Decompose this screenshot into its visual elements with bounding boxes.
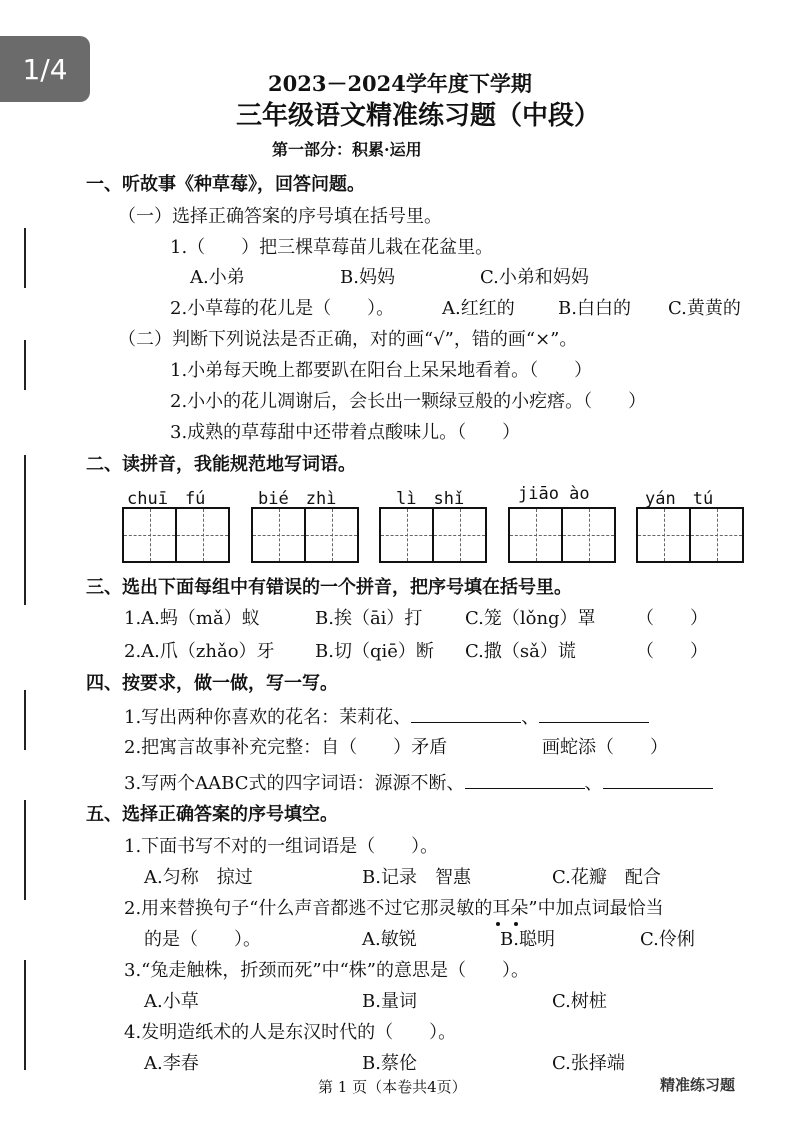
pinyin-label: lì shǐ bbox=[396, 489, 465, 509]
question-text: 2.用来替换句子“什么声音都逃不过它那灵敏的耳朵”中加点词最恰当 bbox=[124, 898, 664, 919]
writing-grid[interactable] bbox=[251, 507, 359, 563]
answer-option: A.敏锐 bbox=[362, 929, 417, 950]
answer-parentheses[interactable]: （ ） bbox=[636, 608, 708, 629]
answer-option: C.黄黄的 bbox=[668, 298, 741, 319]
writing-grid[interactable] bbox=[379, 507, 487, 563]
binding-margin-line bbox=[24, 455, 26, 605]
question-text bbox=[124, 770, 713, 796]
school-year-heading: 2023－2024学年度下学期 bbox=[268, 71, 532, 96]
page-footer: 第 1 页（本卷共4页） bbox=[318, 1078, 467, 1096]
separator: 、 bbox=[521, 707, 540, 728]
pinyin-option: 2.A.爪（zhǎo）牙 bbox=[124, 641, 275, 662]
emphasis-dot bbox=[514, 922, 518, 926]
answer-blank[interactable] bbox=[465, 770, 585, 789]
binding-margin-line bbox=[24, 340, 26, 390]
section-1-sub-2: （二）判断下列说法是否正确，对的画“√”，错的画“×”。 bbox=[118, 329, 578, 350]
section-4-heading: 四、按要求，做一做，写一写。 bbox=[86, 673, 338, 694]
section-1-heading: 一、听故事《种草莓》，回答问题。 bbox=[86, 174, 365, 195]
answer-option: C.伶俐 bbox=[640, 929, 695, 950]
pinyin-label: jiāo ào bbox=[518, 484, 590, 504]
answer-option: B.量词 bbox=[362, 991, 417, 1012]
answer-option: A.红红的 bbox=[442, 298, 515, 319]
writing-grid[interactable] bbox=[508, 507, 616, 563]
pinyin-label: chuī fú bbox=[127, 489, 206, 509]
question-text: 1.（ ）把三棵草莓苗儿栽在花盆里。 bbox=[170, 237, 494, 258]
question-text bbox=[124, 704, 649, 730]
question-prompt: 1.写出两种你喜欢的花名：茉莉花、 bbox=[124, 707, 412, 728]
judge-item: 3.成熟的草莓甜中还带着点酸味儿。（ ） bbox=[170, 422, 521, 443]
answer-option: A.小弟 bbox=[190, 267, 245, 288]
binding-margin-line bbox=[24, 800, 26, 900]
answer-option: B.白白的 bbox=[558, 298, 631, 319]
section-1-sub-1: （一）选择正确答案的序号填在括号里。 bbox=[118, 206, 442, 227]
pinyin-option: C.撒（sǎ）谎 bbox=[465, 641, 576, 662]
binding-margin-line bbox=[24, 690, 26, 750]
part-heading: 第一部分：积累·运用 bbox=[272, 140, 422, 159]
section-5-heading: 五、选择正确答案的序号填空。 bbox=[86, 804, 338, 825]
pinyin-option: B.切（qiē）断 bbox=[315, 641, 434, 662]
answer-option: C.小弟和妈妈 bbox=[480, 267, 589, 288]
question-text: 画蛇添（ ） bbox=[542, 737, 668, 758]
answer-option: C.花瓣 配合 bbox=[552, 867, 661, 888]
answer-blank[interactable] bbox=[411, 704, 521, 723]
question-text: 1.下面书写不对的一组词语是（ ）。 bbox=[124, 836, 439, 857]
pinyin-option: 1.A.蚂（mǎ）蚁 bbox=[124, 608, 260, 629]
answer-option: A.小草 bbox=[144, 991, 199, 1012]
question-text: 2.小草莓的花儿是（ ）。 bbox=[170, 298, 395, 319]
answer-option: A.李春 bbox=[144, 1053, 199, 1074]
question-text: 3.“兔走触株，折颈而死”中“株”的意思是（ ）。 bbox=[124, 960, 529, 981]
pinyin-option: B.挨（āi）打 bbox=[315, 608, 423, 629]
writing-grid[interactable] bbox=[122, 507, 230, 563]
binding-margin-line bbox=[24, 960, 26, 1070]
answer-option: B.聪明 bbox=[500, 929, 555, 950]
answer-option: C.张择端 bbox=[552, 1053, 625, 1074]
emphasis-dot bbox=[496, 922, 500, 926]
binding-margin-line bbox=[24, 228, 26, 288]
answer-option: B.记录 智惠 bbox=[362, 867, 471, 888]
section-2-heading: 二、读拼音，我能规范地写词语。 bbox=[86, 454, 356, 475]
answer-option: A.匀称 掠过 bbox=[144, 867, 253, 888]
watermark-stamp: 精准练习题 bbox=[660, 1076, 736, 1094]
exam-title: 三年级语文精准练习题（中段） bbox=[236, 101, 601, 131]
pinyin-label: yán tú bbox=[645, 489, 714, 509]
answer-option: B.妈妈 bbox=[340, 267, 395, 288]
answer-parentheses[interactable]: （ ） bbox=[636, 641, 708, 662]
question-text: 的是（ ）。 bbox=[144, 929, 261, 950]
question-prompt: 3.写两个AABC式的四字词语：源源不断、 bbox=[124, 773, 465, 794]
pinyin-option: C.笼（lǒng）罩 bbox=[465, 608, 596, 629]
pinyin-label: bié zhì bbox=[258, 489, 337, 509]
question-text: 4.发明造纸术的人是东汉时代的（ ）。 bbox=[124, 1022, 457, 1043]
section-3-heading: 三、选出下面每组中有错误的一个拼音，把序号填在括号里。 bbox=[86, 577, 572, 598]
writing-grid[interactable] bbox=[636, 507, 744, 563]
answer-blank[interactable] bbox=[539, 704, 649, 723]
question-text: 2.把寓言故事补充完整：自（ ）矛盾 bbox=[124, 737, 448, 758]
judge-item: 1.小弟每天晚上都要趴在阳台上呆呆地看着。（ ） bbox=[170, 360, 593, 381]
answer-option: C.树桩 bbox=[552, 991, 607, 1012]
page-indicator-badge: 1/4 bbox=[0, 36, 90, 102]
answer-blank[interactable] bbox=[603, 770, 713, 789]
answer-option: B.蔡伦 bbox=[362, 1053, 417, 1074]
judge-item: 2.小小的花儿凋谢后，会长出一颗绿豆般的小疙瘩。（ ） bbox=[170, 391, 647, 412]
separator: 、 bbox=[584, 773, 603, 794]
